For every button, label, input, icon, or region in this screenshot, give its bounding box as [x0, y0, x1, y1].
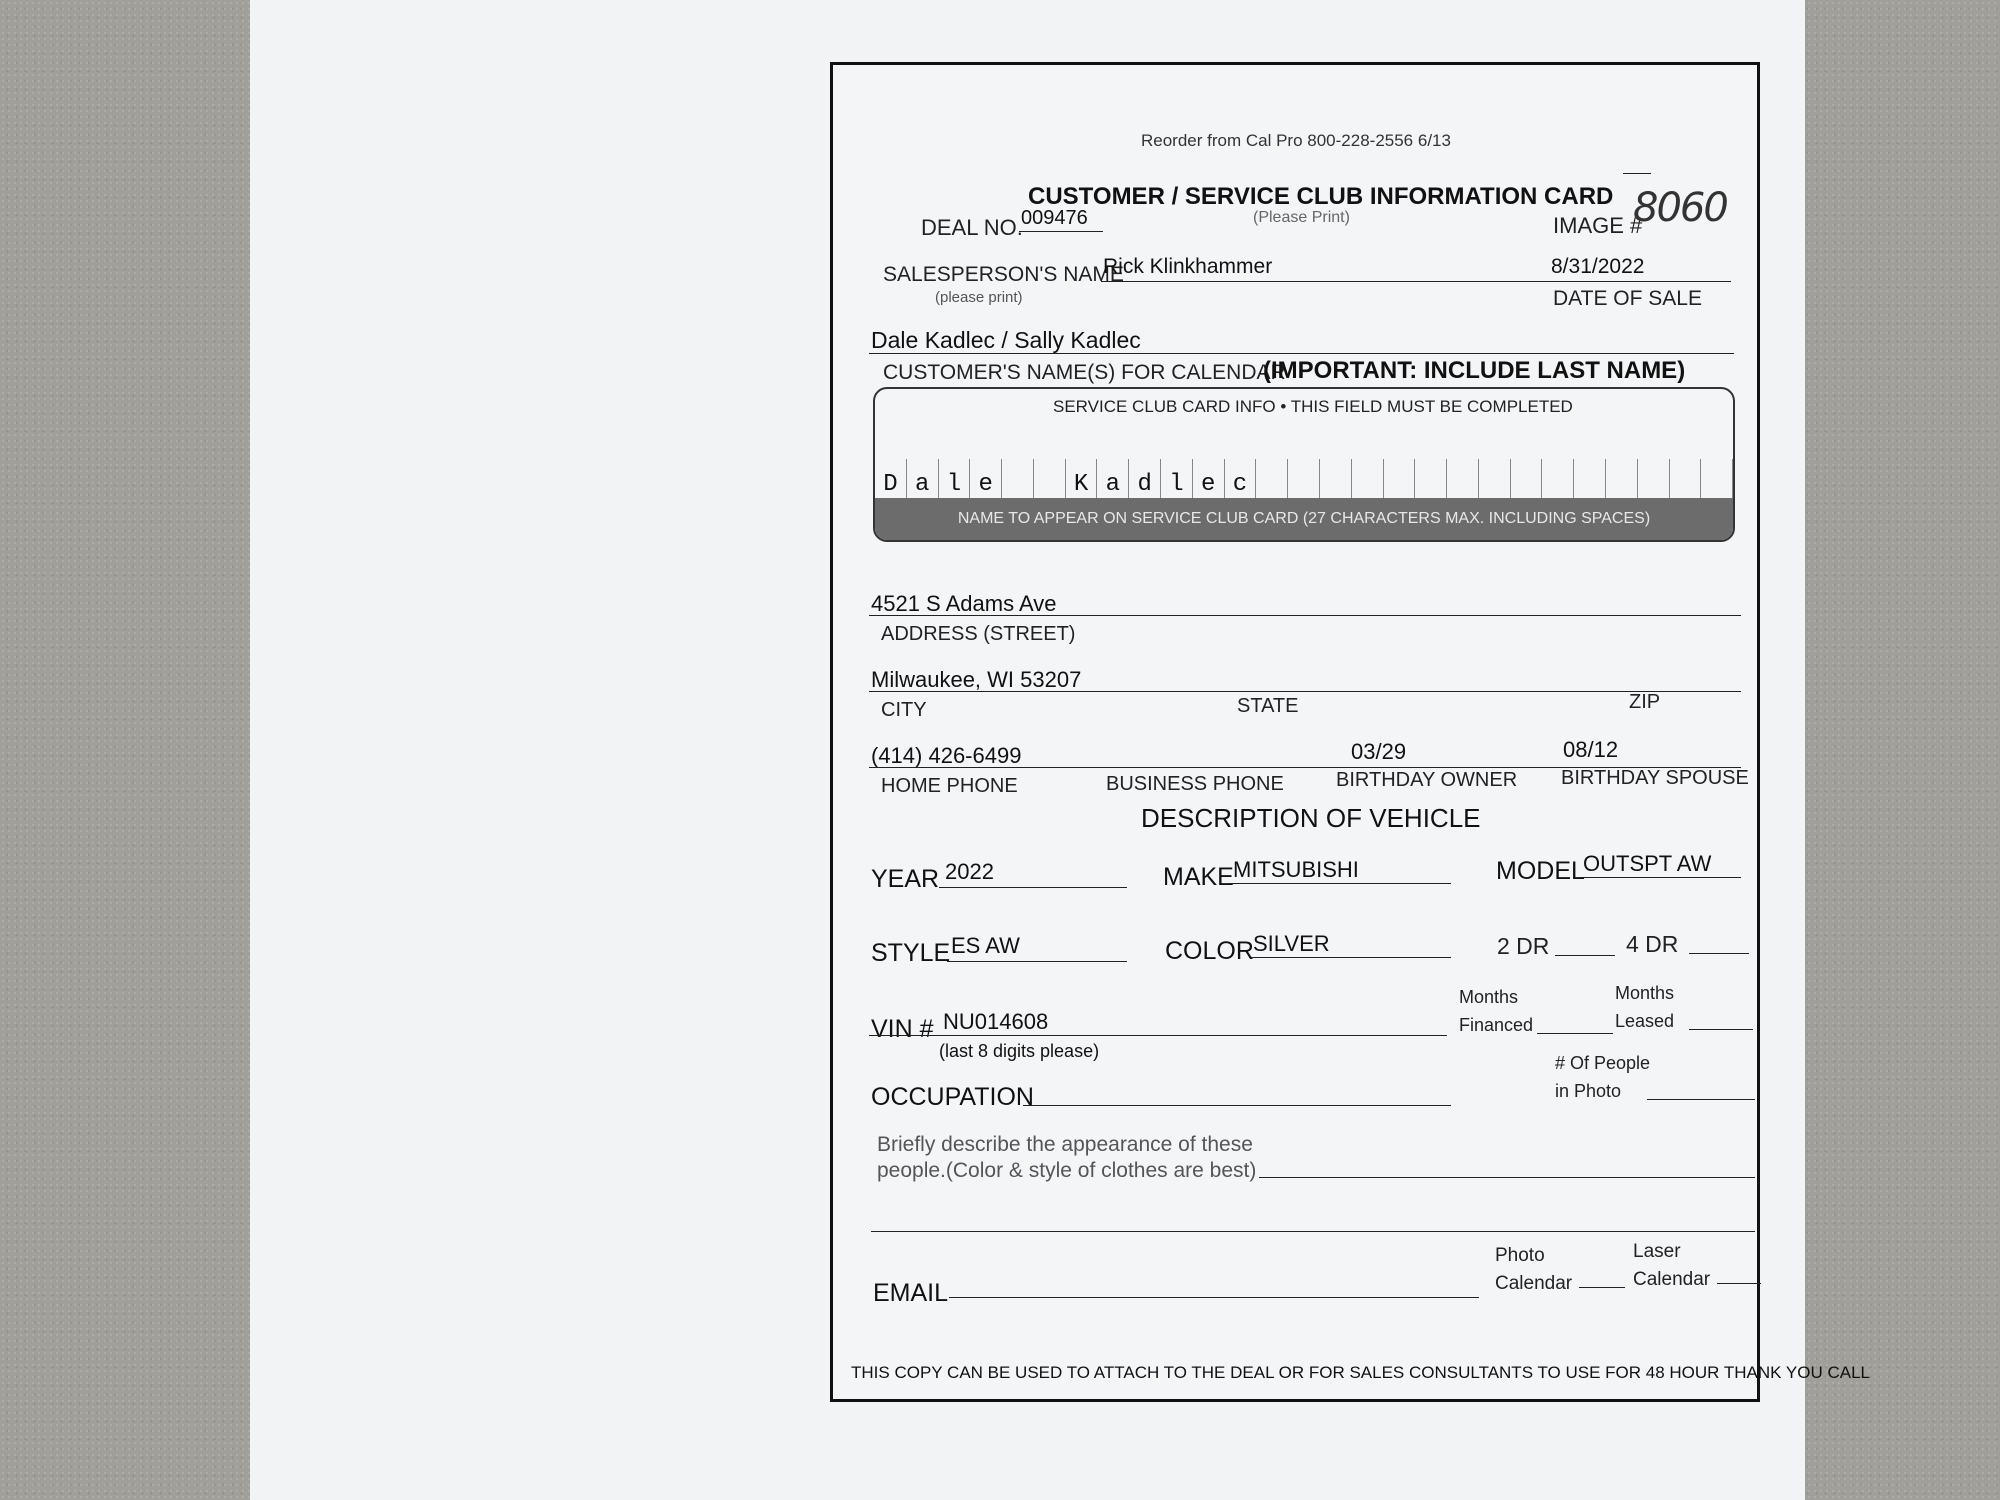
name-character-cell	[1701, 459, 1733, 501]
name-character-cell	[1384, 459, 1416, 501]
please-print-note: (Please Print)	[1253, 209, 1350, 226]
birthday-owner-label: BIRTHDAY OWNER	[1336, 769, 1518, 791]
zip-label: ZIP	[1629, 691, 1661, 713]
name-character-cell: D	[875, 459, 907, 501]
birthday-owner-value: 03/29	[1351, 739, 1407, 764]
street-line	[869, 615, 1741, 616]
name-character-cell	[1606, 459, 1638, 501]
make-label: MAKE	[1163, 863, 1234, 891]
name-character-cell: K	[1066, 459, 1098, 501]
two-door-line	[1555, 955, 1615, 956]
home-phone-value: (414) 426-6499	[871, 743, 1022, 768]
home-phone-label: HOME PHONE	[881, 775, 1018, 797]
date-of-sale-value: 8/31/2022	[1551, 255, 1645, 278]
four-door-label: 4 DR	[1626, 931, 1679, 957]
name-character-cell: e	[970, 459, 1002, 501]
name-character-cell	[1320, 459, 1352, 501]
state-label: STATE	[1237, 695, 1299, 717]
image-label: IMAGE #	[1553, 213, 1643, 238]
reorder-text: Reorder from Cal Pro 800-228-2556 6/13	[1141, 131, 1451, 150]
name-character-cell: c	[1225, 459, 1257, 501]
describe-line-1: Briefly describe the appearance of these	[877, 1133, 1253, 1156]
people-label-2: in Photo	[1555, 1081, 1622, 1101]
name-character-cell	[1638, 459, 1670, 501]
months-financed-line	[1537, 1033, 1613, 1034]
vin-value: NU014608	[943, 1009, 1049, 1034]
months-leased-line	[1689, 1029, 1753, 1030]
city-value: Milwaukee, WI 53207	[871, 667, 1082, 692]
business-phone-label: BUSINESS PHONE	[1106, 773, 1284, 795]
laser-calendar-line	[1717, 1283, 1761, 1284]
vin-label: VIN #	[871, 1015, 934, 1043]
make-line	[1229, 883, 1451, 884]
photo-calendar-label-2: Calendar	[1495, 1273, 1573, 1294]
months-financed-label-2: Financed	[1459, 1015, 1534, 1035]
photo-calendar-label-1: Photo	[1495, 1245, 1545, 1266]
model-label: MODEL	[1496, 857, 1585, 885]
vehicle-heading: DESCRIPTION OF VEHICLE	[1141, 803, 1481, 833]
name-character-cell: a	[907, 459, 939, 501]
name-character-cell	[1034, 459, 1066, 501]
color-line	[1249, 957, 1451, 958]
vin-line	[869, 1035, 1447, 1036]
year-line	[939, 887, 1127, 888]
make-value: MITSUBISHI	[1233, 857, 1359, 882]
four-door-line	[1689, 953, 1749, 954]
laser-calendar-label-1: Laser	[1633, 1241, 1681, 1262]
birthday-spouse-value: 08/12	[1563, 737, 1619, 762]
name-character-cell	[1511, 459, 1543, 501]
name-character-cell	[1415, 459, 1447, 501]
email-line	[949, 1297, 1479, 1298]
color-value: SILVER	[1253, 931, 1330, 956]
image-dash	[1623, 173, 1651, 174]
describe-line-extra	[871, 1231, 1755, 1232]
model-value: OUTSPT AW	[1583, 851, 1712, 876]
deal-no-value: 009476	[1021, 207, 1088, 229]
name-character-cell	[1352, 459, 1384, 501]
name-character-cell	[1288, 459, 1320, 501]
footer-note: THIS COPY CAN BE USED TO ATTACH TO THE DEAL OR FOR SALES CONSULTANTS TO USE FOR 48 HOUR THANK YOU CALL	[851, 1363, 1870, 1382]
describe-line-2: people.(Color & style of clothes are best)	[877, 1159, 1257, 1182]
name-character-cell	[1670, 459, 1702, 501]
name-character-cell: e	[1193, 459, 1225, 501]
service-club-title: SERVICE CLUB CARD INFO • THIS FIELD MUST BE COMPLETED	[1053, 397, 1573, 416]
important-note: (IMPORTANT: INCLUDE LAST NAME)	[1263, 357, 1686, 384]
months-leased-label-2: Leased	[1615, 1011, 1675, 1031]
street-label: ADDRESS (STREET)	[881, 623, 1076, 645]
name-character-cell	[1002, 459, 1034, 501]
customer-name-label: CUSTOMER'S NAME(S) FOR CALENDAR	[883, 361, 1286, 384]
city-line	[869, 691, 1741, 692]
name-character-cell	[1256, 459, 1288, 501]
service-club-bar: NAME TO APPEAR ON SERVICE CLUB CARD (27 CHARACTERS MAX. INCLUDING SPACES)	[875, 498, 1733, 540]
birthday-spouse-label: BIRTHDAY SPOUSE	[1561, 767, 1749, 789]
year-label: YEAR	[871, 865, 940, 893]
style-label: STYLE	[871, 939, 951, 967]
service-club-box	[873, 387, 1735, 542]
months-leased-label-1: Months	[1615, 983, 1675, 1003]
name-character-cell	[1574, 459, 1606, 501]
occupation-line	[1023, 1105, 1451, 1106]
style-value: ES AW	[951, 933, 1020, 958]
city-label: CITY	[881, 699, 927, 721]
name-character-cell	[1479, 459, 1511, 501]
salesperson-label: SALESPERSON'S NAME	[883, 263, 1124, 286]
street-value: 4521 S Adams Ave	[871, 591, 1057, 616]
color-label: COLOR	[1165, 937, 1254, 965]
vin-note: (last 8 digits please)	[939, 1041, 1100, 1061]
name-character-cells	[875, 459, 1733, 501]
image-number-handwritten: 8060	[1633, 185, 1727, 231]
photo-calendar-line	[1579, 1287, 1625, 1288]
email-label: EMAIL	[873, 1279, 949, 1307]
customer-name-line	[869, 353, 1734, 354]
deal-no-line	[1019, 231, 1103, 232]
style-line	[947, 961, 1127, 962]
describe-line	[1259, 1177, 1755, 1178]
people-label-1: # Of People	[1555, 1053, 1651, 1073]
name-character-cell: l	[1161, 459, 1193, 501]
salesperson-value: Rick Klinkhammer	[1103, 255, 1273, 278]
customer-name-value: Dale Kadlec / Sally Kadlec	[871, 327, 1141, 353]
name-character-cell: l	[939, 459, 971, 501]
salesperson-line	[1101, 281, 1731, 282]
name-character-cell	[1447, 459, 1479, 501]
months-financed-label-1: Months	[1459, 987, 1519, 1007]
name-character-cell: d	[1129, 459, 1161, 501]
paper-sheet	[250, 0, 1870, 1500]
model-line	[1579, 877, 1741, 878]
people-line	[1647, 1099, 1755, 1100]
salesperson-sublabel: (please print)	[935, 289, 1023, 306]
deal-no-label: DEAL NO.	[921, 215, 1023, 240]
card-title: CUSTOMER / SERVICE CLUB INFORMATION CARD	[1028, 183, 1614, 210]
year-value: 2022	[945, 859, 994, 884]
date-of-sale-label: DATE OF SALE	[1553, 287, 1702, 310]
two-door-label: 2 DR	[1497, 933, 1550, 959]
name-character-cell	[1542, 459, 1574, 501]
occupation-label: OCCUPATION	[871, 1083, 1034, 1111]
name-character-cell: a	[1097, 459, 1129, 501]
information-card	[830, 62, 1870, 1402]
laser-calendar-label-2: Calendar	[1633, 1269, 1711, 1290]
